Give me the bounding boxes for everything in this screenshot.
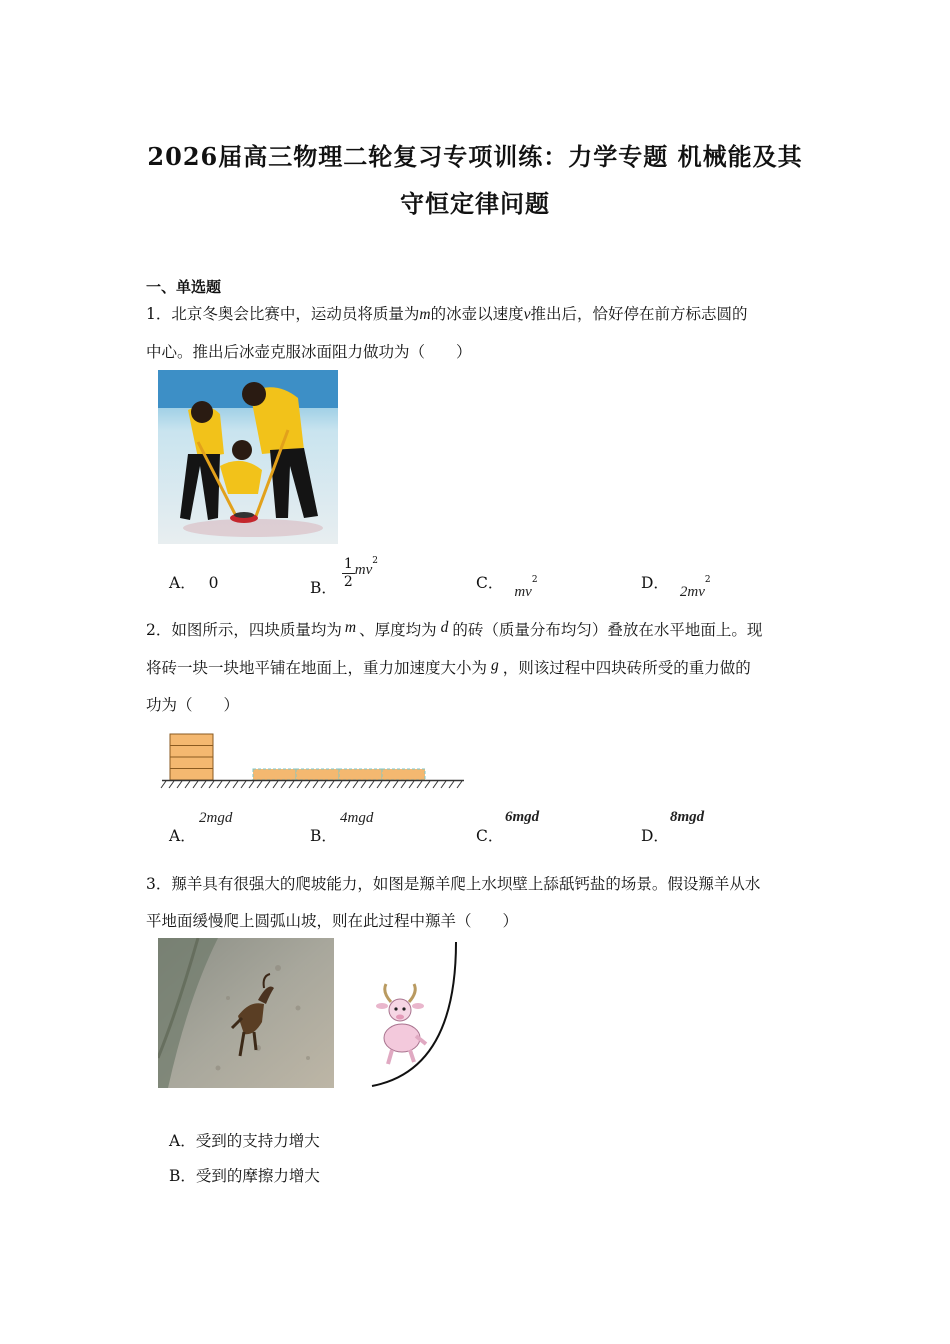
document-title-line1: 2026届高三物理二轮复习专项训练：力学专题 机械能及其 [147, 142, 803, 171]
ibex-dam-photo [158, 938, 334, 1088]
option-expression: 8mgd [670, 809, 705, 825]
q2-line2 [146, 656, 751, 678]
q1-mass-symbol: m [419, 306, 431, 323]
bricks-diagram [160, 732, 466, 790]
curling-photo [158, 370, 338, 544]
option-label: B． [310, 578, 337, 597]
q3-line1: 3．羱羊具有很强大的爬坡能力，如图是羱羊爬上水坝壁上舔舐钙盐的场景。假设羱羊从水 [146, 875, 761, 893]
option-label: A． [169, 827, 196, 845]
q1-option-b[interactable] [310, 556, 378, 597]
option-expression: mv [354, 561, 373, 578]
option-label: A． [169, 574, 196, 592]
q2-mass-symbol: m [344, 619, 357, 636]
goat-slope-diagram [364, 940, 464, 1090]
fraction-denominator: 2 [343, 574, 353, 590]
goat-icon [376, 984, 426, 1064]
exponent: 2 [704, 574, 711, 585]
q3-option-a[interactable]: A．受到的支持力增大 [169, 1132, 320, 1150]
q1-text: 的冰壶以速度 [430, 305, 524, 323]
option-label: D． [641, 574, 669, 592]
q2-thickness-symbol: d [440, 619, 449, 636]
q3-line2: 平地面缓慢爬上圆弧山坡，则在此过程中羱羊（ ） [146, 912, 519, 930]
exponent: 2 [372, 556, 378, 567]
q2-text: 的砖（质量分布均匀）叠放在水平地面上。现 [452, 621, 763, 639]
q2-line3: 功为（ ） [146, 696, 240, 714]
option-expression: 4mgd [340, 810, 374, 826]
fraction-numerator: 1 [343, 556, 353, 572]
q2-line1 [146, 618, 762, 640]
q1-velocity-symbol: v [523, 306, 531, 323]
q1-line1 [146, 302, 748, 324]
q1-line2: 中心。推出后冰壶克服冰面阻力做功为（ ） [146, 343, 472, 361]
q2-text: ，则该过程中四块砖所受的重力做的 [502, 659, 751, 677]
q2-gravity-symbol: g [491, 657, 499, 674]
q2-text: 2．如图所示，四块质量均为 [146, 621, 342, 639]
option-expression: 2mv [679, 584, 705, 600]
fraction-one-half [342, 556, 355, 591]
q2-option-b[interactable] [310, 810, 374, 846]
option-expression: 6mgd [505, 809, 540, 825]
q2-text: 、厚度均为 [359, 621, 437, 639]
q2-option-d[interactable] [641, 809, 705, 846]
q1-option-d[interactable] [641, 571, 711, 600]
option-expression: mv [514, 584, 532, 600]
option-label: B． [310, 827, 337, 845]
q1-option-a[interactable] [169, 571, 219, 593]
q1-text: 1．北京冬奥会比赛中，运动员将质量为 [146, 305, 420, 323]
option-value: 0 [208, 574, 219, 592]
q2-option-c[interactable] [476, 809, 540, 846]
q3-option-b[interactable]: B．受到的摩擦力增大 [169, 1167, 320, 1185]
q1-option-c[interactable] [476, 571, 538, 600]
option-label: C． [476, 574, 504, 592]
option-label: C． [476, 827, 504, 845]
document-title-line2: 守恒定律问题 [400, 189, 550, 218]
section-heading: 一、单选题 [146, 278, 222, 296]
q2-text: 将砖一块一块地平铺在地面上，重力加速度大小为 [146, 659, 488, 677]
option-expression: 2mgd [199, 810, 233, 826]
exponent: 2 [531, 574, 538, 585]
q1-text: 推出后，恰好停在前方标志圆的 [530, 305, 748, 323]
option-label: D． [641, 827, 669, 845]
q2-option-a[interactable] [169, 810, 233, 846]
